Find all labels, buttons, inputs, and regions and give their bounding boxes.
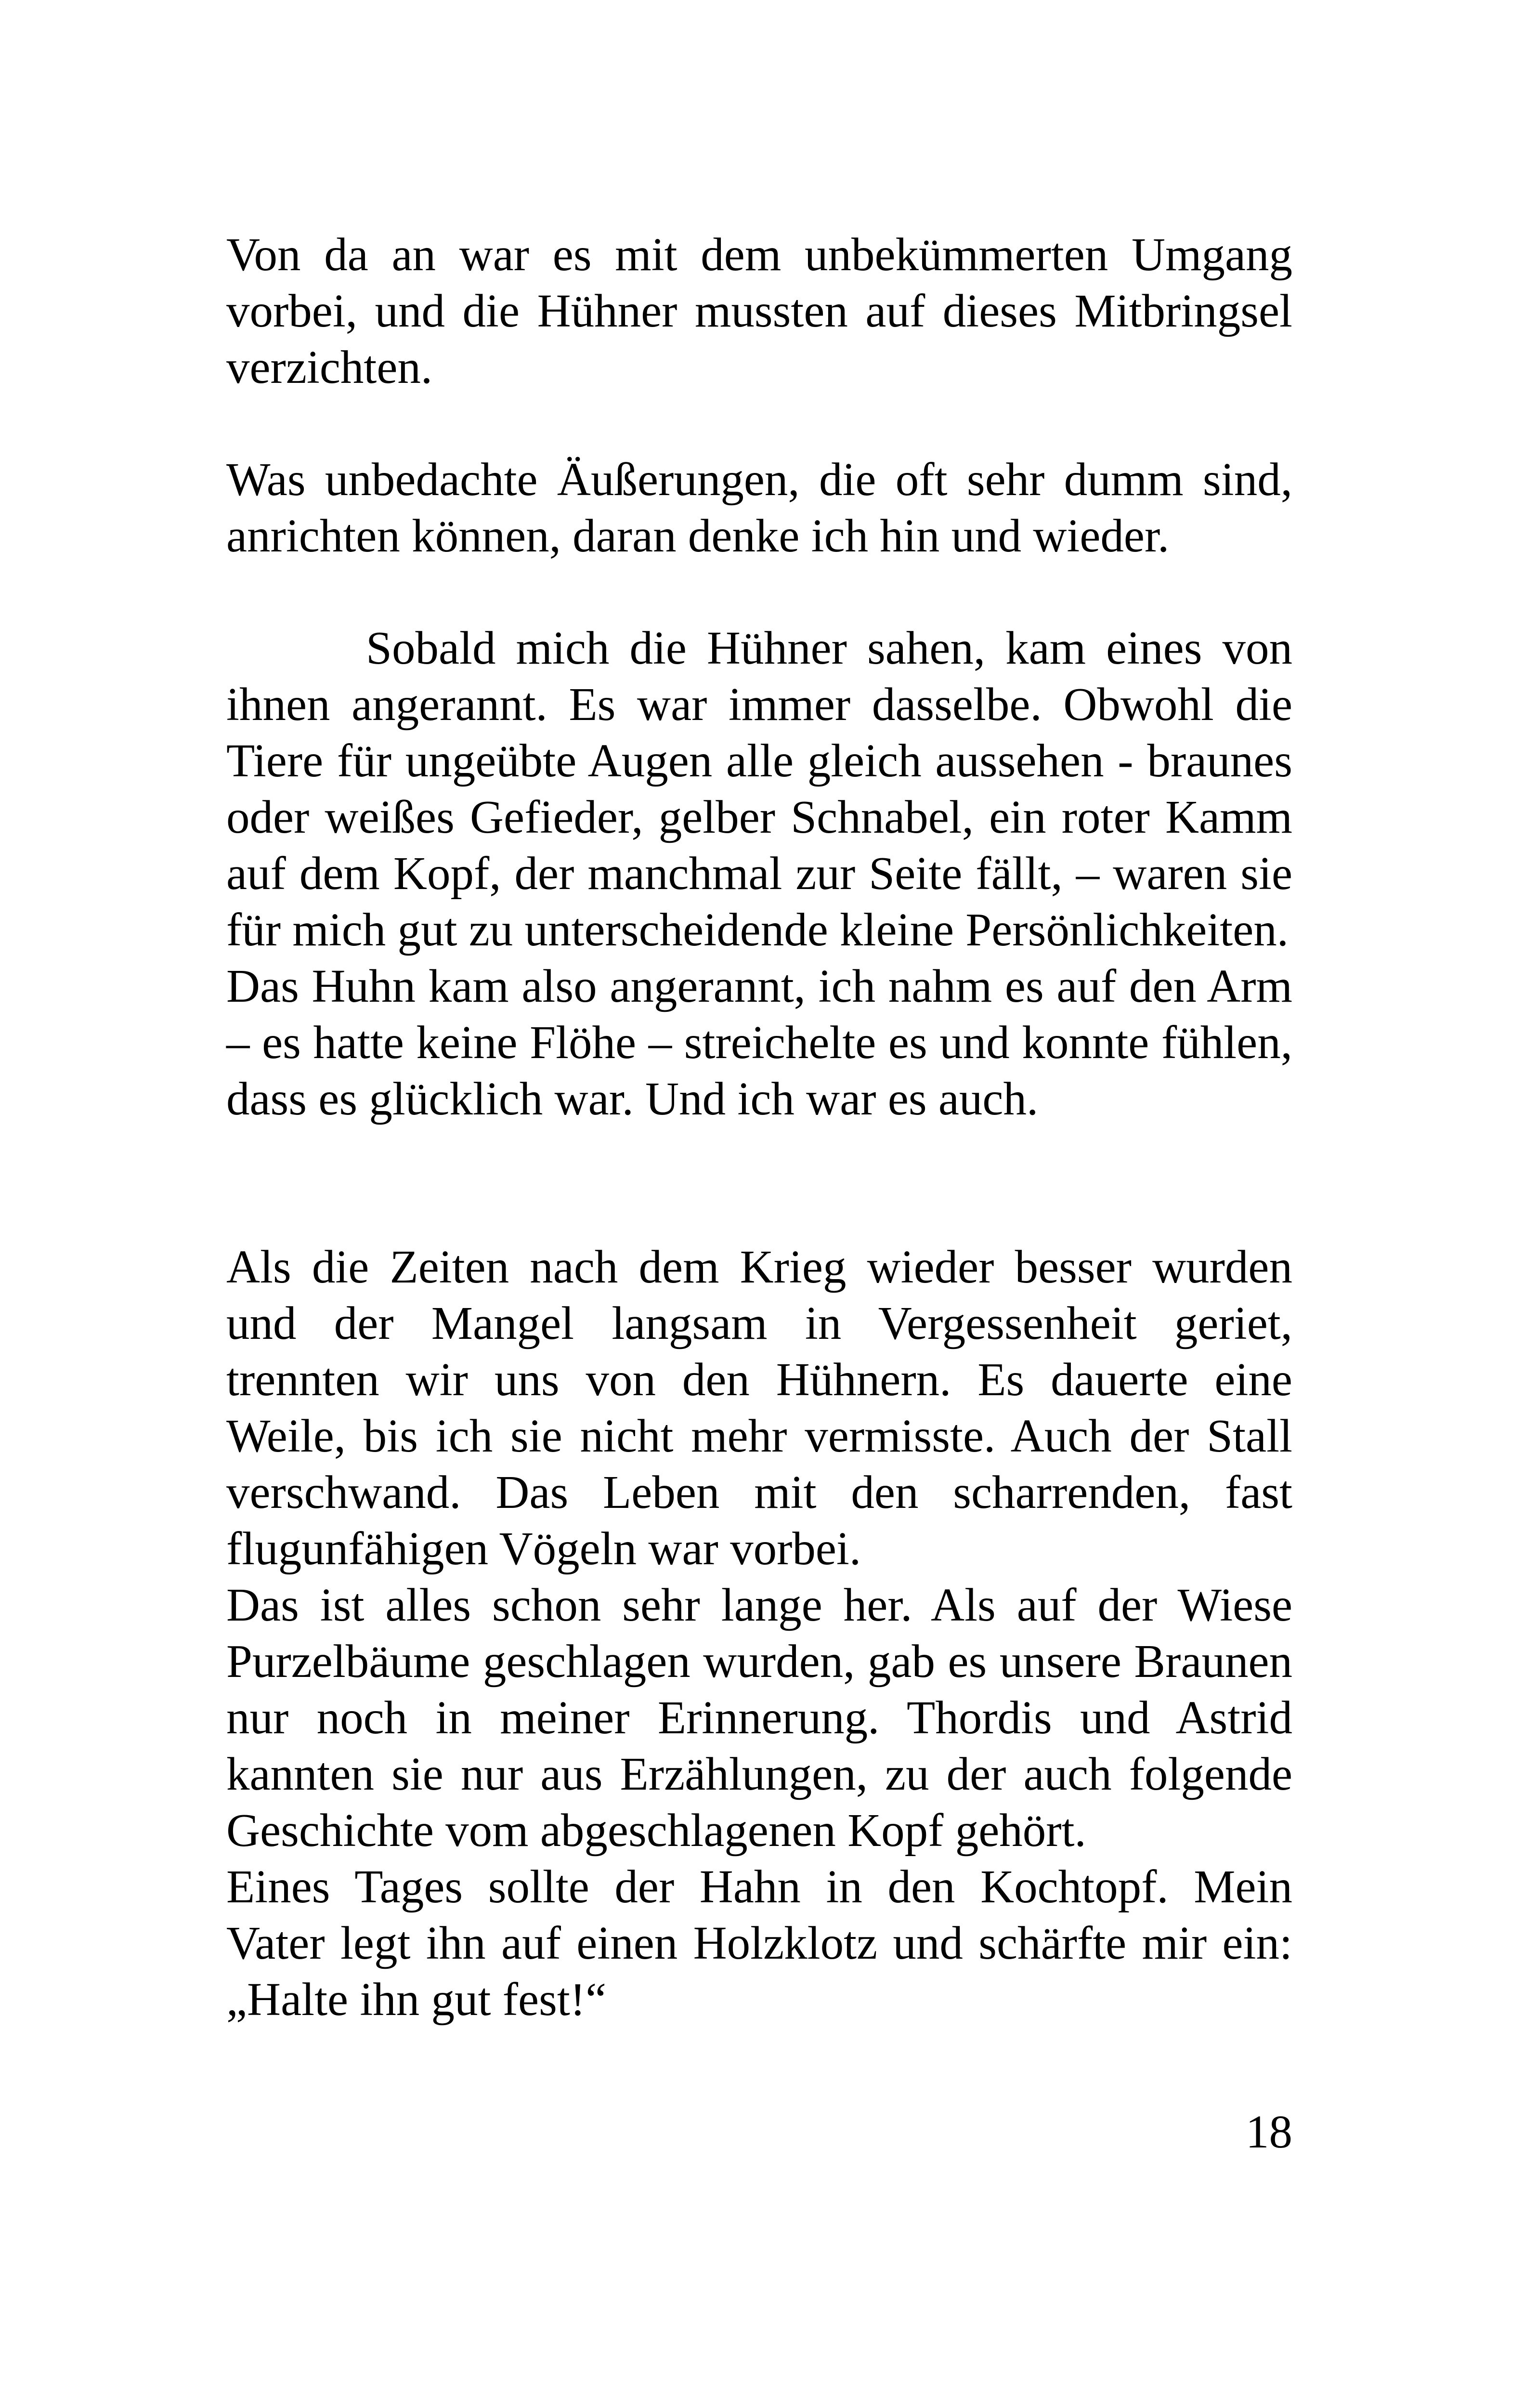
paragraph-4-text-b: Das ist alles schon sehr lange her. Als auf der Wiese Purzelbäume geschlagen wurden, gab es unsere Braunen nur noch in meiner Erinnerung. Thordis und Astrid kannten sie nur aus Erzählungen, zu der auch folgende Geschichte vom abgeschlagenen Kopf gehört.: [226, 1579, 1292, 1856]
paragraph-2-text: Was unbedachte Äußerungen, die oft sehr dumm sind, anrichten können, daran denke ich hin und wieder.: [226, 454, 1292, 562]
paragraph-3-text-b: Das Huhn kam also angerannt, ich nahm es auf den Arm – es hatte keine Flöhe – streichelte es und konnte fühlen, dass es glücklich war. Und ich war es auch.: [226, 960, 1292, 1125]
paragraph-1: [226, 226, 1292, 395]
paragraph-4-text-c: Eines Tages sollte der Hahn in den Kochtopf. Mein Vater legt ihn auf einen Holzklotz und schärfte mir ein: „Halte ihn gut fest!“: [226, 1861, 1292, 2025]
paragraph-4-text-a: Als die Zeiten nach dem Krieg wieder besser wurden und der Mangel langsam in Vergessenheit geriet, trennten wir uns von den Hühnern. Es dauerte eine Weile, bis ich sie nicht mehr vermisste. Auch der Stall verschwand. Das Leben mit den scharrenden, fast flugunfähigen Vögeln war vorbei.: [226, 1241, 1292, 1574]
paragraph-3-text-a: Sobald mich die Hühner sahen, kam eines von ihnen angerannt. Es war immer dasselbe. Obwohl die Tiere für ungeübte Augen alle gleich aussehen - braunes oder weißes Gefieder, gelber Schnabel, ein roter Kamm auf dem Kopf, der manchmal zur Seite fällt, – waren sie für mich gut zu unterscheidende kleine Persönlichkeiten.: [226, 622, 1292, 955]
paragraph-2: [226, 451, 1292, 564]
paragraph-3: [226, 620, 1292, 1127]
paragraph-4: [226, 1239, 1292, 2028]
paragraph-1-text: Von da an war es mit dem unbekümmerten Umgang vorbei, und die Hühner mussten auf dieses Mitbringsel verzichten.: [226, 229, 1292, 393]
page-number: 18: [1246, 2106, 1292, 2158]
